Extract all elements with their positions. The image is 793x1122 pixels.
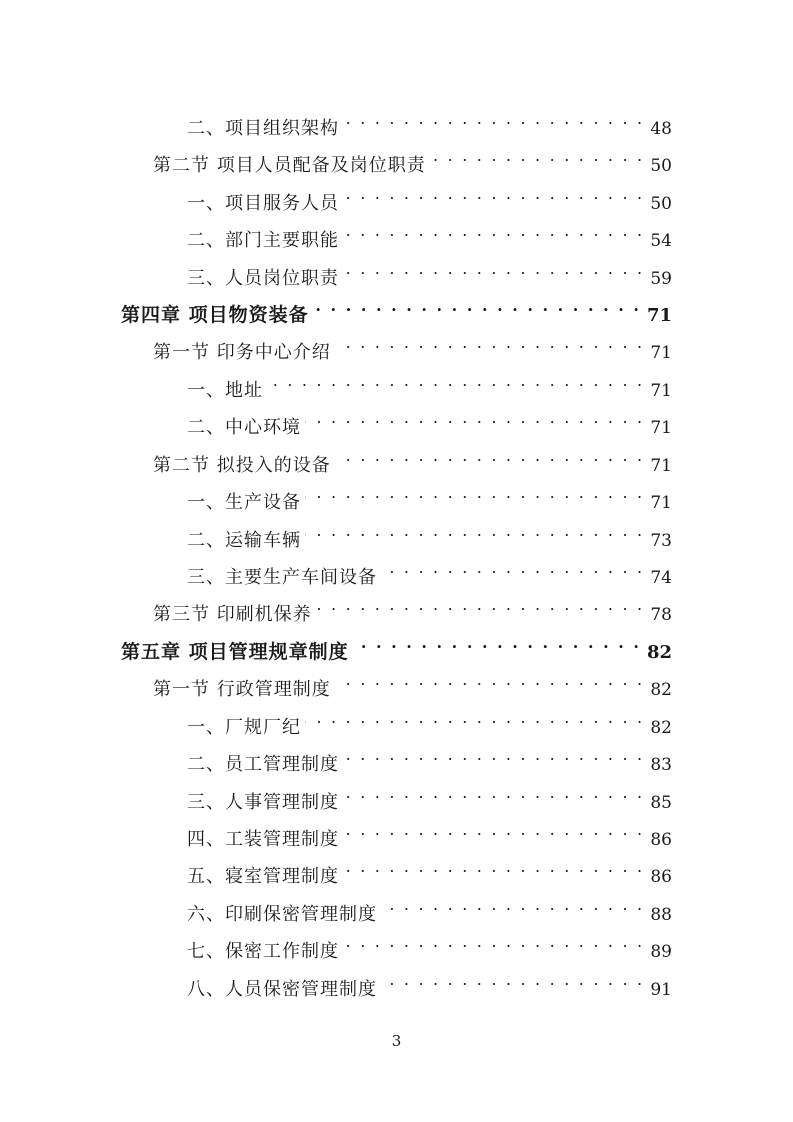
toc-entry[interactable]: [153, 665, 672, 700]
toc-entry-label: 二、员工管理制度: [187, 754, 339, 775]
toc-entry[interactable]: [187, 553, 672, 588]
dot-leader: [343, 740, 644, 770]
toc-entry-page: 71: [650, 456, 672, 476]
toc-entry-page: 71: [650, 418, 672, 438]
toc-entry-label: 三、人事管理制度: [187, 792, 339, 813]
toc-entry[interactable]: [153, 141, 672, 176]
dot-leader: [343, 254, 644, 284]
dot-leader: [343, 179, 644, 209]
dot-leader: [335, 665, 645, 695]
toc-entry-page: 48: [650, 119, 672, 139]
toc-entry[interactable]: [153, 590, 672, 625]
dot-leader: [305, 516, 644, 546]
dot-leader: [267, 366, 644, 396]
dot-leader: [305, 703, 644, 733]
dot-leader: [313, 291, 641, 321]
dot-leader: [343, 216, 644, 246]
toc-entry-page: 78: [650, 605, 672, 625]
toc-entry-page: 74: [650, 568, 672, 588]
toc-entry-page: 71: [646, 305, 672, 326]
toc-entry-label: 三、主要生产车间设备: [187, 567, 377, 588]
dot-leader: [335, 441, 645, 471]
toc-entry-page: 89: [650, 942, 672, 962]
toc-entry[interactable]: [187, 852, 672, 887]
toc-entry[interactable]: [187, 815, 672, 850]
dot-leader: [343, 852, 644, 882]
toc-entry-label: 第三节 印刷机保养: [153, 604, 312, 625]
toc-entry-label: 六、印刷保密管理制度: [187, 904, 377, 925]
toc-entry[interactable]: [187, 516, 672, 551]
toc-entry[interactable]: [187, 179, 672, 214]
toc-entry-label: 第一节 行政管理制度: [153, 679, 331, 700]
dot-leader: [343, 927, 644, 957]
toc-entry-page: 83: [650, 755, 672, 775]
toc-entry[interactable]: [187, 216, 672, 251]
dot-leader: [381, 965, 644, 995]
toc-entry-label: 第五章 项目管理规章制度: [121, 641, 349, 663]
toc-entry-page: 50: [650, 156, 672, 176]
toc-entry-label: 七、保密工作制度: [187, 941, 339, 962]
toc-entry[interactable]: [187, 366, 672, 401]
toc-entry-label: 二、中心环境: [187, 417, 301, 438]
toc-entry-page: 73: [650, 531, 672, 551]
toc-chapter-entry[interactable]: [121, 291, 672, 326]
toc-entry-page: 82: [646, 642, 672, 663]
toc-entry-page: 82: [650, 680, 672, 700]
toc-entry-label: 五、寝室管理制度: [187, 866, 339, 887]
toc-chapter-entry[interactable]: [121, 628, 672, 663]
dot-leader: [381, 890, 644, 920]
toc-entry[interactable]: [187, 890, 672, 925]
dot-leader: [316, 590, 645, 620]
toc-entry[interactable]: [187, 778, 672, 813]
toc-entry-page: 88: [650, 905, 672, 925]
toc-entry-label: 第一节 印务中心介绍: [153, 342, 331, 363]
toc-entry[interactable]: [187, 104, 672, 139]
toc-entry-label: 一、项目服务人员: [187, 193, 339, 214]
dot-leader: [353, 628, 641, 658]
toc-entry[interactable]: [187, 703, 672, 738]
dot-leader: [335, 328, 645, 358]
toc-entry[interactable]: [187, 403, 672, 438]
toc-entry-label: 第二节 拟投入的设备: [153, 455, 331, 476]
toc-entry-label: 二、运输车辆: [187, 530, 301, 551]
toc-entry-label: 二、项目组织架构: [187, 118, 339, 139]
toc-entry[interactable]: [153, 441, 672, 476]
toc-entry-page: 71: [650, 381, 672, 401]
toc-entry-label: 三、人员岗位职责: [187, 268, 339, 289]
toc-entry[interactable]: [187, 254, 672, 289]
dot-leader: [430, 141, 645, 171]
toc-entry-page: 71: [650, 343, 672, 363]
toc-entry[interactable]: [187, 740, 672, 775]
page-number: 3: [391, 1032, 402, 1050]
toc-entry[interactable]: [187, 478, 672, 513]
toc-entry-label: 八、人员保密管理制度: [187, 979, 377, 1000]
toc-entry-label: 四、工装管理制度: [187, 829, 339, 850]
toc-entry[interactable]: [187, 965, 672, 1000]
toc-entry-page: 50: [650, 194, 672, 214]
toc-entry-label: 一、地址: [187, 380, 263, 401]
toc-entry-label: 一、厂规厂纪: [187, 717, 301, 738]
toc-entry-page: 71: [650, 493, 672, 513]
dot-leader: [343, 104, 644, 134]
toc-entry-label: 二、部门主要职能: [187, 230, 339, 251]
toc-entry-page: 54: [650, 231, 672, 251]
dot-leader: [305, 478, 644, 508]
toc-entry-label: 一、生产设备: [187, 492, 301, 513]
toc-entry-page: 86: [650, 830, 672, 850]
toc-entry-page: 82: [650, 718, 672, 738]
toc-entry-page: 91: [650, 980, 672, 1000]
dot-leader: [305, 403, 644, 433]
toc-entry-label: 第四章 项目物资装备: [121, 304, 309, 326]
dot-leader: [343, 778, 644, 808]
toc-entry-page: 86: [650, 867, 672, 887]
dot-leader: [381, 553, 644, 583]
toc-entry[interactable]: [187, 927, 672, 962]
toc-entry-page: 59: [650, 269, 672, 289]
dot-leader: [343, 815, 644, 845]
toc-entry[interactable]: [153, 328, 672, 363]
toc-entry-page: 85: [650, 793, 672, 813]
toc-entry-label: 第二节 项目人员配备及岗位职责: [153, 155, 426, 176]
